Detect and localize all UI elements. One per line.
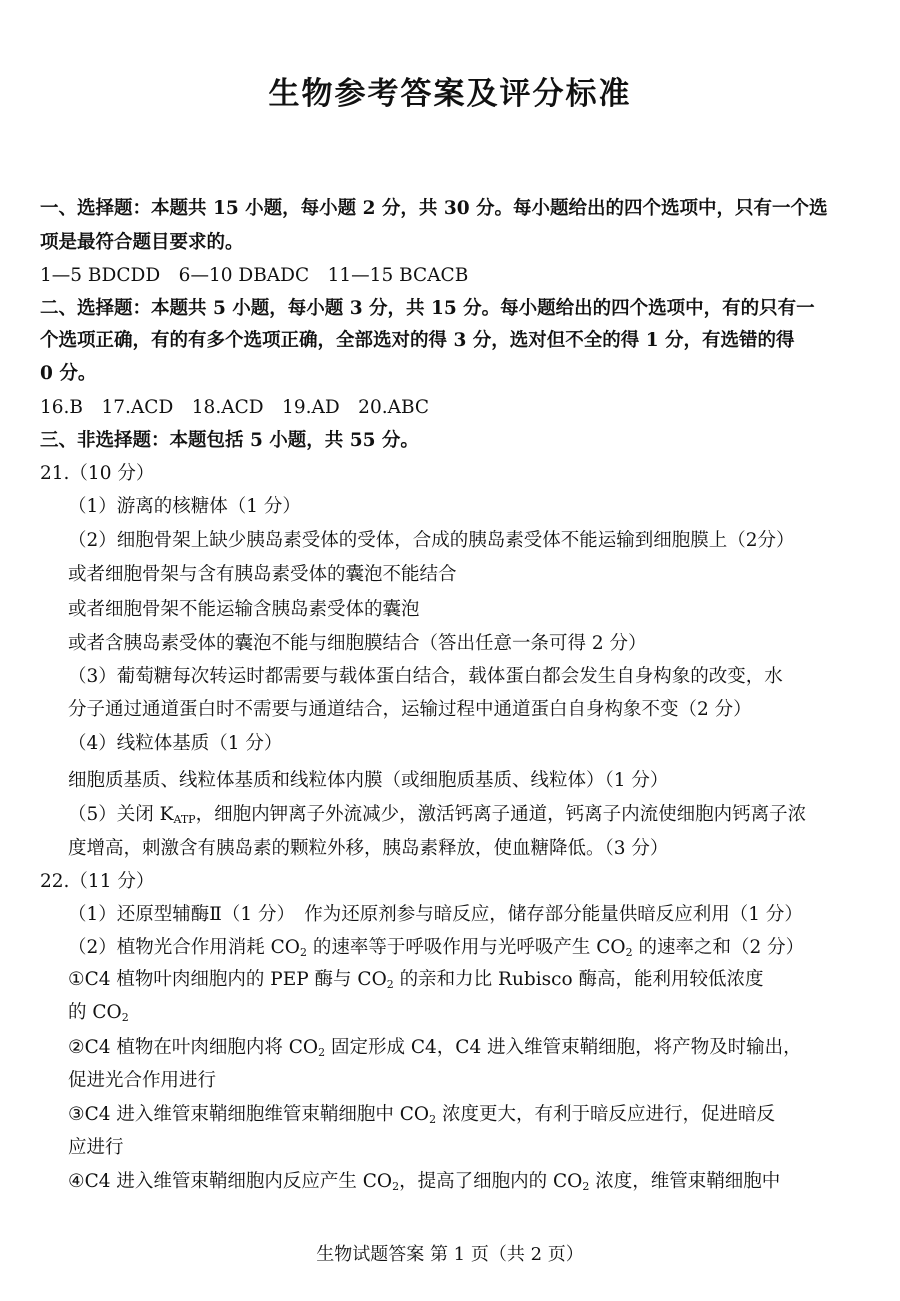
q21-part2-line2: 或者细胞骨架与含有胰岛素受体的囊泡不能结合 [68,564,457,585]
sec1-answers: 1—5 BDCDD 6—10 DBADC 11—15 BCACB [40,265,469,286]
q21-part3-line2: 分子通过通道蛋白时不需要与通道结合，运输过程中通道蛋白自身构象不变（2 分） [68,699,752,720]
q21-part2-line4: 或者含胰岛素受体的囊泡不能与细胞膜结合（答出任意一条可得 2 分） [68,633,647,654]
sec2-line1: 二、选择题：本题共 5 小题，每小题 3 分，共 15 分。每小题给出的四个选项中，有的只有一 [40,298,815,319]
q22-point4-line1: ④C4 进入维管束鞘细胞内反应产生 $CO_2$，提高了细胞内的 $CO_2$ 浓度，维管束鞘细胞中 [68,1171,781,1193]
q21-part2-line1: （2）细胞骨架上缺少胰岛素受体的受体，合成的胰岛素受体不能运输到细胞膜上（2分） [68,530,795,551]
q22-point2-line1: ②C4 植物在叶肉细胞内将 $CO_2$ 固定形成 C4，C4 进入维管束鞘细胞，将产物及时输出， [68,1037,802,1059]
sec1-line2: 项是最符合题目要求的。 [40,232,244,253]
page-footer: 生物试题答案 第 1 页（共 2 页） [316,1244,584,1265]
q21-part4-line2: 细胞质基质、线粒体基质和线粒体内膜（或细胞质基质、线粒体）（1 分） [68,770,669,791]
sec2-line3: 0 分。 [40,363,97,384]
sec3-heading: 三、非选择题：本题包括 5 小题，共 55 分。 [40,430,419,451]
q22-point3-line1: ③C4 进入维管束鞘细胞维管束鞘细胞中 $CO_2$ 浓度更大，有利于暗反应进行，促进暗反 [68,1104,775,1126]
q22-point1-line2: 的 $CO_2$ [68,1002,129,1024]
q21-part5-line2: 度增高，刺激含有胰岛素的颗粒外移，胰岛素释放，使血糖降低。（3 分） [68,838,669,859]
q21-part4-line1: （4）线粒体基质（1 分） [68,733,283,754]
q21-head: 21.（10 分） [40,463,155,484]
sec2-line2: 个选项正确，有的有多个选项正确，全部选对的得 3 分，选对但不全的得 1 分，有选错的得 [40,330,795,351]
q21-part5-line1: （5）关闭 $K_{ATP}$，细胞内钾离子外流减少，激活钙离子通道，钙离子内流使细胞内钙离子浓 [68,804,807,826]
q22-part2: （2）植物光合作用消耗 $CO_2$ 的速率等于呼吸作用与光呼吸产生 $CO_2$ 的速率之和（2 分） [68,937,805,959]
q22-part1: （1）还原型辅酶Ⅱ（1 分） 作为还原剂参与暗反应，储存部分能量供暗反应利用（1 分） [68,904,803,925]
sec1-line1: 一、选择题：本题共 15 小题，每小题 2 分，共 30 分。每小题给出的四个选项中，只有一个选 [40,198,828,219]
q21-part3-line1: （3）葡萄糖每次转运时都需要与载体蛋白结合，载体蛋白都会发生自身构象的改变，水 [68,666,783,687]
q22-point3-line2: 应进行 [68,1137,124,1158]
q22-point2-line2: 促进光合作用进行 [68,1070,217,1091]
q21-part2-line3: 或者细胞骨架不能运输含胰岛素受体的囊泡 [68,599,420,620]
sec2-answers: 16.B 17.ACD 18.ACD 19.AD 20.ABC [40,397,430,418]
q22-point1-line1: ①C4 植物叶肉细胞内的 PEP 酶与 $CO_2$ 的亲和力比 Rubisco 酶高，能利用较低浓度 [68,969,764,991]
q21-part1: （1）游离的核糖体（1 分） [68,496,301,517]
q22-head: 22.（11 分） [40,871,155,892]
page-title: 生物参考答案及评分标准 [268,76,632,112]
